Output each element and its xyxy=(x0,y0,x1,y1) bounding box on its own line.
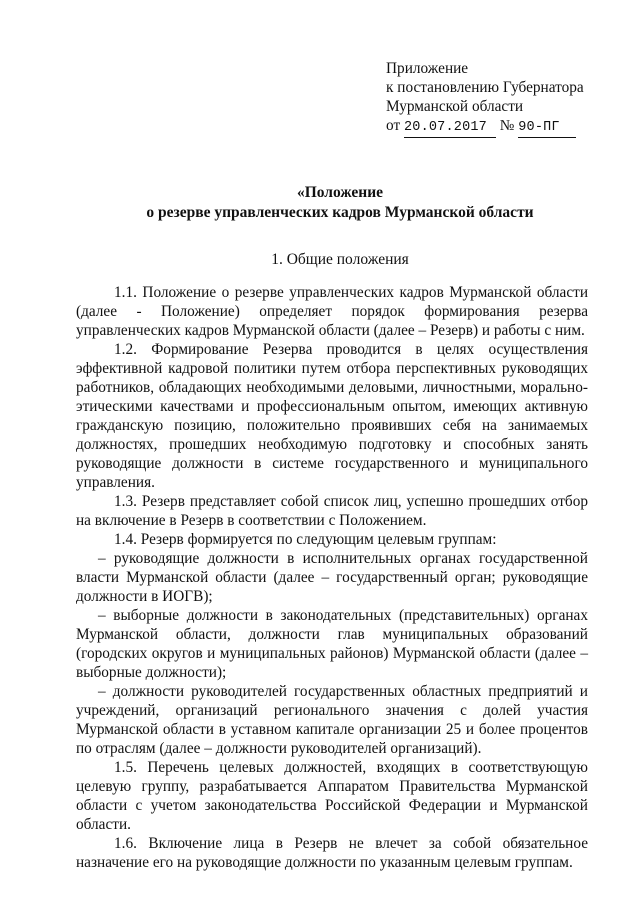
document-number: 90-ПГ xyxy=(518,118,576,138)
document-date: 20.07.2017 xyxy=(404,118,496,138)
paragraph-1-2: 1.2. Формирование Резерва проводится в целях осуществления эффективной кадровой политики путем отбора перспективных руководящих работников, обладающих необходимыми деловыми, личностными, морально-этическими качествами и профессиональным опытом, имеющих активную гражданскую позицию, положительно проявивших себя на занимаемых должностях, прошедших необходимую подготовку и способных занять руководящие должности в системе государственного и муниципального управления. xyxy=(76,341,588,491)
list-item-executive: – руководящие должности в исполнительных органах государственной власти Мурманской области (далее – государственный орган; руководящие должности в ИОГВ); xyxy=(76,550,588,605)
list-item-organizations: – должности руководителей государственных областных предприятий и учреждений, организаций регионального значения с долей участия Мурманской области в уставном капитале организации 25 и более процентов по отраслям (далее – должности руководителей организаций). xyxy=(76,683,588,757)
attachment-date-number xyxy=(386,116,621,138)
document-body xyxy=(76,283,588,872)
title-line-2: о резерве управленческих кадров Мурманской области xyxy=(146,204,534,221)
attachment-resolution-ref: к постановлению Губернатора xyxy=(386,79,584,96)
paragraph-1-6: 1.6. Включение лица в Резерв не влечет за собой обязательное назначение его на руководящие должности по указанным целевым группам. xyxy=(76,835,588,871)
attachment-region: Мурманской области xyxy=(386,98,524,115)
date-prefix: от xyxy=(386,117,404,134)
attachment-block xyxy=(386,59,621,138)
paragraph-1-4: 1.4. Резерв формируется по следующим целевым группам: xyxy=(114,531,497,548)
paragraph-1-1: 1.1. Положение о резерве управленческих кадров Мурманской области (далее - Положение) определяет порядок формирования резерва управленческих кадров Мурманской области (далее – Резерв) и работы с ним. xyxy=(76,284,588,339)
title-line-1: «Положение xyxy=(296,184,384,201)
document-title xyxy=(60,183,620,223)
list-item-elected: – выборные должности в законодательных (представительных) органах Мурманской области, должности глав муниципальных образований (городских округов и муниципальных районов) Мурманской области (далее – выборные должности); xyxy=(76,607,588,681)
paragraph-1-3: 1.3. Резерв представляет собой список лиц, успешно прошедших отбор на включение в Резерв в соответствии с Положением. xyxy=(76,493,588,529)
attachment-label: Приложение xyxy=(386,60,469,77)
paragraph-1-5: 1.5. Перечень целевых должностей, входящих в соответствующую целевую группу, разрабатывается Аппаратом Правительства Мурманской области с учетом законодательства Российской Федерации и Мурманской области. xyxy=(76,759,588,833)
section-heading: 1. Общие положения xyxy=(271,251,409,268)
number-prefix: № xyxy=(495,117,519,134)
